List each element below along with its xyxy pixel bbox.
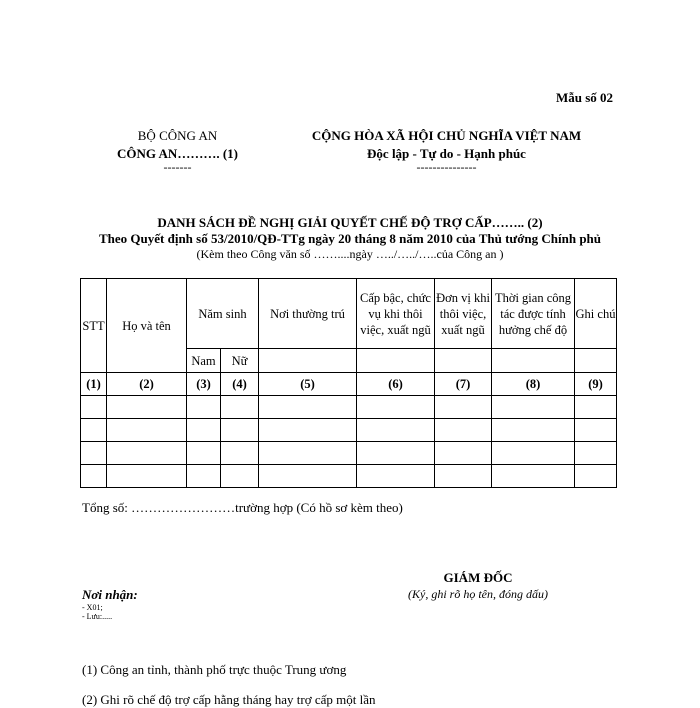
recipients-label: Nơi nhận: [82,587,138,602]
form-number: Mẫu số 02 [556,90,614,105]
header-note: Ghi chú [575,279,617,349]
beneficiary-table [80,278,617,488]
header-name: Họ và tên [107,279,187,373]
header-female: Nữ [221,349,259,373]
total-line: Tổng số: ……………………trường hợp (Có hồ sơ kèm theo) [82,500,403,515]
column-number: (5) [259,373,357,396]
decision-reference: Theo Quyết định số 53/2010/QĐ-TTg ngày 20 tháng 8 năm 2010 của Thủ tướng Chính phủ [98,231,602,246]
column-number: (4) [221,373,259,396]
header-stt: STT [81,279,107,373]
column-number: (2) [107,373,187,396]
recipient-item: - Lưu:..... [82,612,113,621]
table-row [81,396,617,419]
header-residence: Nơi thường trú [259,279,357,349]
right-header-rule: --------------- [416,160,477,174]
ministry-name: BỘ CÔNG AN [137,128,218,143]
signature-instruction: (Ký, ghi rõ họ tên, đóng dấu) [408,587,548,601]
column-number: (7) [435,373,492,396]
national-motto: Độc lập - Tự do - Hạnh phúc [367,146,526,161]
header-rank: Cấp bậc, chức vụ khi thôi việc, xuất ngũ [357,279,435,349]
column-number: (3) [187,373,221,396]
column-number: (6) [357,373,435,396]
document-title: DANH SÁCH ĐỀ NGHỊ GIẢI QUYẾT CHẾ ĐỘ TRỢ CẤP…….. (2) [157,215,543,230]
column-number-row [81,373,617,396]
header-birth-year: Năm sinh [187,279,259,349]
table-row [81,442,617,465]
column-number: (9) [575,373,617,396]
attachment-note: (Kèm theo Công văn số ……....ngày …../…../…..của Công an ) [196,247,504,261]
header-unit: Đơn vị khi thôi việc, xuất ngũ [435,279,492,349]
table-header-row [81,279,617,349]
table-row [81,419,617,442]
table-row [81,465,617,488]
nation-name: CỘNG HÒA XÃ HỘI CHỦ NGHĨA VIỆT NAM [311,128,582,143]
header-service-time: Thời gian công tác được tính hưởng chế độ [492,279,575,349]
column-number: (1) [81,373,107,396]
footnote: (2) Ghi rõ chế độ trợ cấp hằng tháng hay trợ cấp một lần [82,692,376,707]
header-male: Nam [187,349,221,373]
left-header-rule: ------- [163,160,192,174]
police-unit: CÔNG AN………. (1) [117,146,238,161]
signature-title: GIÁM ĐỐC [443,570,513,585]
footnote: (1) Công an tỉnh, thành phố trực thuộc Trung ương [82,662,347,677]
column-number: (8) [492,373,575,396]
recipient-item: - X01; [82,603,103,612]
